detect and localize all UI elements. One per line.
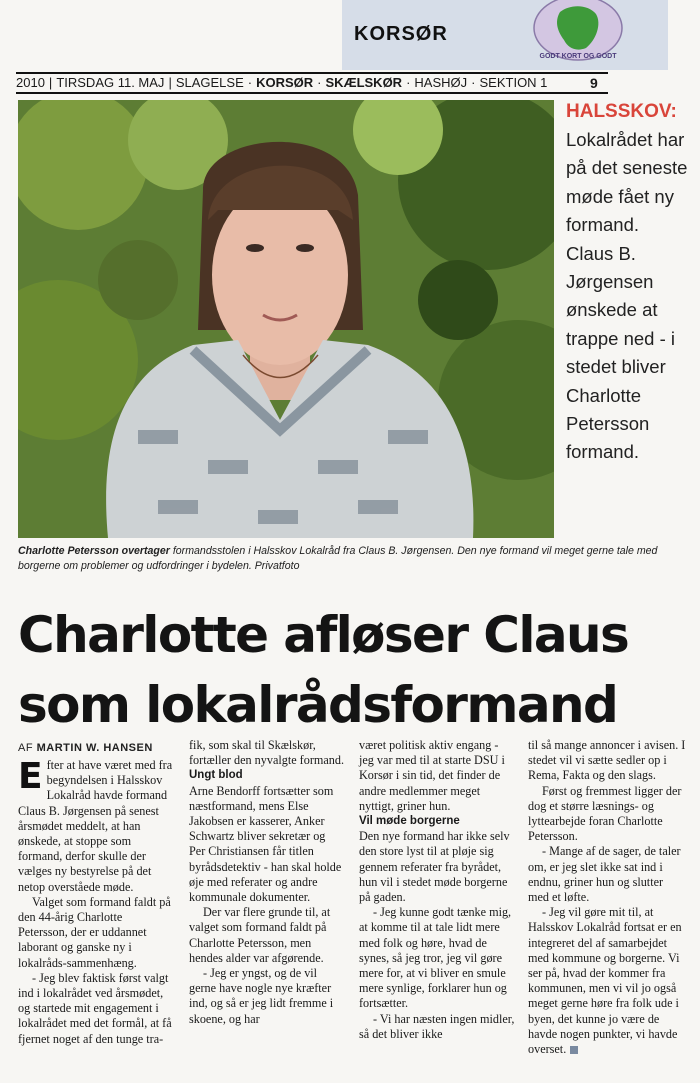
paragraph: Først og fremmest ligger der dog et større læsnings- og lyttearbejde foran Charlotte Petersson. [528,783,682,844]
paragraph: Valget som formand faldt på den 44-årig Charlotte Petersson, der er uddannet laborant og ganske ny i lokalråds-sammenhæng. [18,894,171,970]
folio-line: 2010 | TIRSDAG 11. MAJ | SLAGELSE · KORSØR · SKÆLSKØR · HASHØJ · SEKTION 1 [16,72,608,94]
sidebar-box [558,100,688,524]
paragraph: til så mange annoncer i avisen. I stedet vil vi sætte sedler op i Rema, Fakta og den slags. [528,738,686,783]
caption-lead: Charlotte Petersson overtager [18,545,170,557]
drop-cap: E [18,756,43,797]
folio-section: SEKTION 1 [479,75,548,90]
paragraph: - Jeg vil gøre mit til, at Halsskov Lokalråd fortsat er en integreret del af samarbejdet med kommune og borgerne. Vi ser på, hvad der kommer fra kommunen, men vi vil jo også meget gerne høre fra folk ude i byen, det kunne jo være de havde nogen punkter, vi havde overset. [528,905,682,1057]
godt-kort-badge-icon [530,0,626,62]
article-column-3 [359,738,516,1042]
headline-line-1: Charlotte afløser Claus [18,606,629,664]
byline-author: MARTIN W. HANSEN [36,742,153,754]
paragraph: Arne Bendorff fortsætter som næstformand, mens Else Jakobsen er kasserer, Anker Schwartz bliver sekretær og Per Christiansen får titlen byrådsdetektiv - han skal holde øje med referater og andre kommunale dokumenter. [189,783,342,905]
folio-town-3: SKÆLSKØR [325,75,403,90]
paragraph: Der var flere grunde til, at valget som formand faldt på Charlotte Petersson, men hendes alder var afgørende. [189,905,331,965]
folio-town-2: KORSØR [256,75,314,90]
folio-date: TIRSDAG 11. MAJ [56,75,165,90]
end-mark-icon [570,1046,578,1054]
byline [18,742,153,754]
sidebar-text: Lokalrådet har på det seneste møde fået ny formand. Claus B. Jørgensen ønskede at trappe ned - i stedet bliver Charlotte Petersson formand. [566,129,688,463]
sidebar-kicker: HALSSKOV: [566,101,677,122]
folio-town-4: HASHØJ [414,75,468,90]
paragraph: Den nye formand har ikke selv den store lyst til at pløje sig gennem referater fra byrådet, hun vil i stedet møde borgerne på gaden. [359,829,510,905]
article-column-4 [528,738,686,1057]
paragraph: været politisk aktiv engang - jeg var med til at starte DSU i Korsør i sin tid, det finder de andre medlemmer meget nyttigt, griner hun. [359,738,505,813]
paragraph: fter at have været med fra begyndelsen i Halsskov Lokalråd havde formand Claus B. Jørgensen på senest årsmødet meddelt, at han ønskede, at stoppe som formand, derfor skulle der vælges ny bestyrelse på det netop overståede møde. [18,758,173,894]
paragraph: - Vi har næsten ingen midler, så det bliver ikke [359,1011,515,1041]
photo-caption [18,544,688,574]
page-number: 9 [590,75,598,91]
paragraph: - Jeg er yngst, og de vil gerne have nogle nye kræfter ind, og så er jeg lidt fremme i skoene, og har [189,966,334,1026]
subheading: Ungt blod [189,769,243,782]
paragraph: fik, som skal til Skælskør, fortæller den nyvalgte formand. [189,738,345,768]
portrait-photo [18,100,554,538]
paragraph: - Jeg kunne godt tænke mig, at komme til at tale lidt mere med folk og høre, hvad de synes, så jeg tror, jeg vil gøre mere for, at vi bliver en smule mere synlige, forklarer hun og fortsætter. [359,905,512,1011]
badge-text: GODT KORT OG GODT [539,53,617,60]
folio-year: 2010 [16,75,45,90]
headline-line-2: som lokalrådsformand [18,676,618,734]
paragraph: - Jeg blev faktisk først valgt ind i lokalrådet ved årsmødet, og startede mit engagement i lokalrådet med det formål, at få fjernet noget af den tunge tra- [18,970,172,1046]
section-title: KORSØR [354,23,448,45]
headline [18,600,690,740]
subheading: Vil møde borgerne [359,815,460,828]
caption-text: formandsstolen i Halsskov Lokalråd fra Claus B. Jørgensen. Den nye formand vil meget gerne tale med borgerne om problemer og udfordringer i bydelen. Privatfoto [18,545,658,572]
paragraph: - Mange af de sager, de taler om, er jeg slet ikke sat ind i endnu, griner hun og slutter med et løfte. [528,844,681,905]
folio-town-1: SLAGELSE [175,75,244,90]
article-column-2 [189,738,344,1027]
byline-prefix: AF [18,742,34,754]
article-column-1 [18,758,175,1047]
